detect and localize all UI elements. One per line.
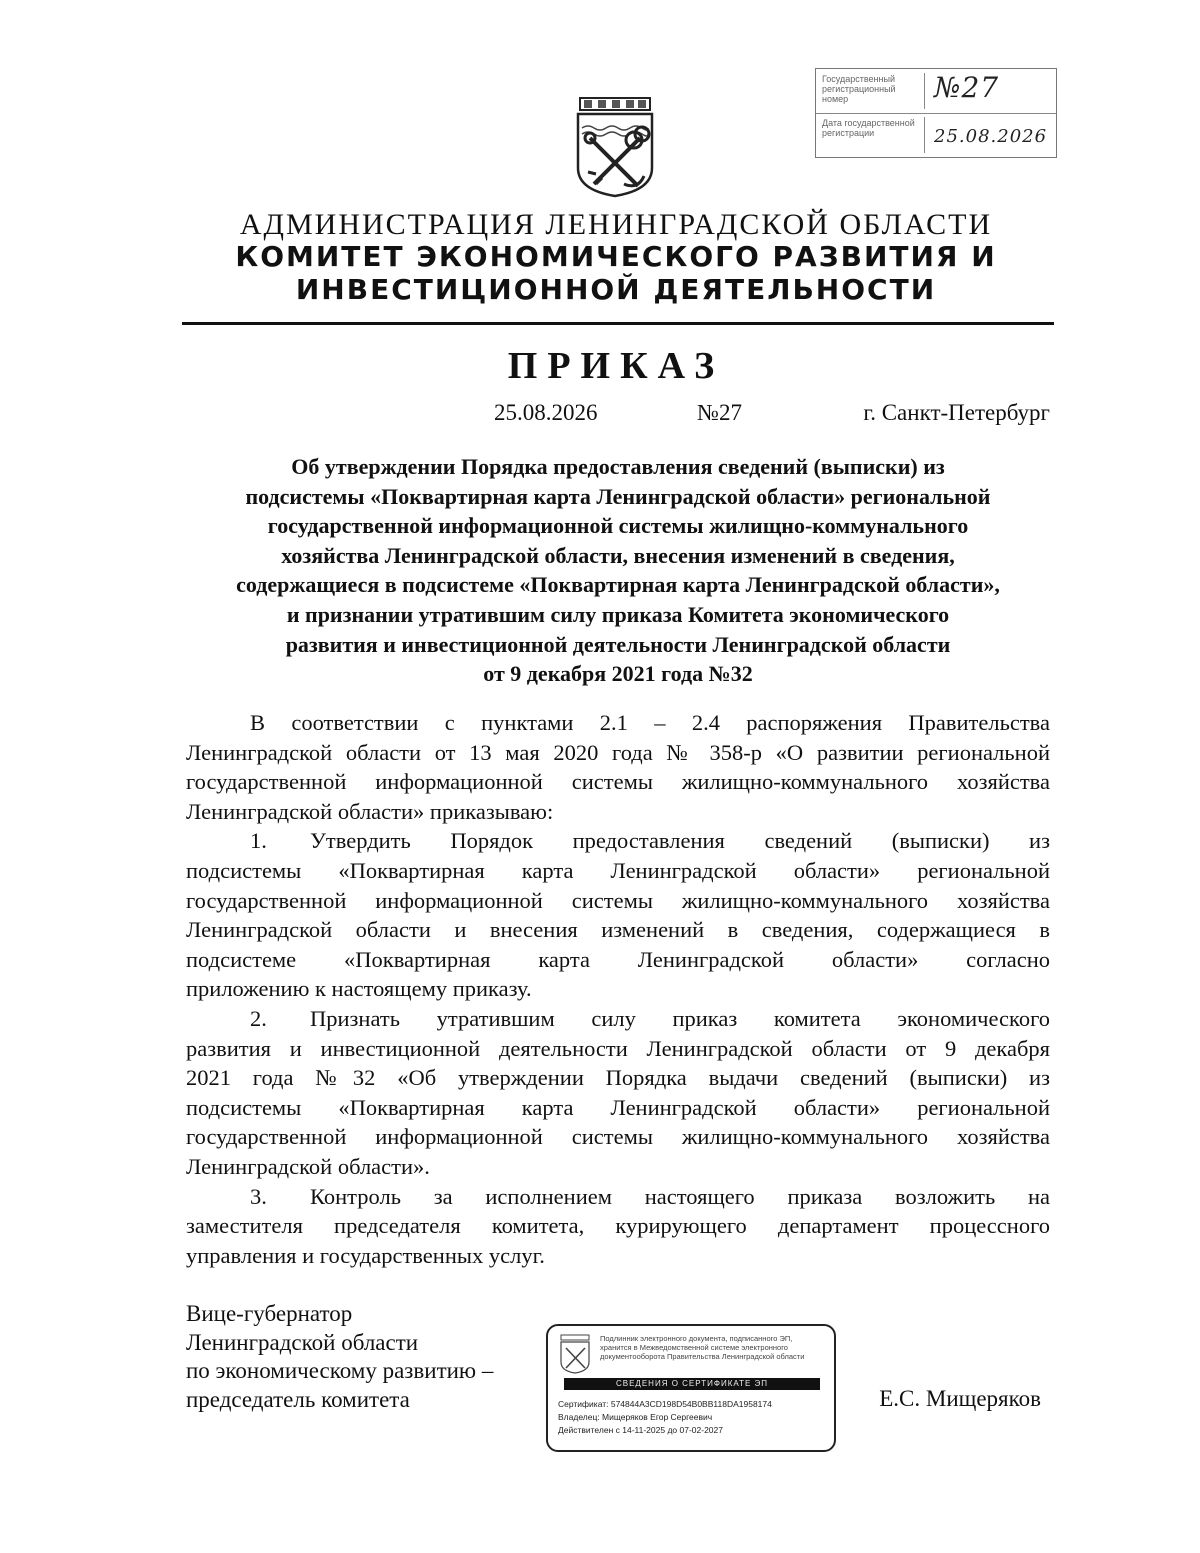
item-number: 2. (250, 1005, 267, 1031)
item-line: Ленинградской области и внесения изменений в сведения, содержащиеся в (186, 917, 1050, 943)
item-first-line: Контроль за исполнением настоящего приказа возложить на (310, 1183, 1050, 1209)
registration-number-row (816, 69, 1056, 114)
registration-date-value: 25.08.2026 (934, 126, 1048, 147)
item-last-line: управления и государственных услуг. (186, 1242, 545, 1268)
list-item-1 (186, 826, 1050, 856)
subject-line: подсистемы «Поквартирная карта Ленинградской области» региональной (245, 483, 991, 509)
position-line: по экономическому развитию – (186, 1358, 494, 1383)
item-number: 1. (250, 828, 267, 854)
document-subject (182, 452, 1054, 689)
item-line: заместителя председателя комитета, курирующего департамент процессного (186, 1213, 1050, 1239)
list-item-3 (186, 1182, 1050, 1212)
document-type: ПРИКАЗ (507, 345, 725, 387)
signatory-name: Е.С. Мищеряков (879, 1386, 1041, 1411)
coat-of-arms-icon (572, 94, 658, 198)
stamp-divider (924, 73, 925, 109)
registration-number-value: №27 (934, 71, 1000, 104)
certificate-owner: Владелец: Мищеряков Егор Сергеевич (558, 1412, 713, 1422)
list-item-2 (186, 1004, 1050, 1034)
document-date: 25.08.2026 (494, 400, 598, 425)
subject-line: Об утверждении Порядка предоставления сведений (выписки) из (291, 454, 945, 479)
item-first-line: Признать утратившим силу приказ комитета экономического (310, 1005, 1050, 1031)
committee-title-line-1: КОМИТЕТ ЭКОНОМИЧЕСКОГО РАЗВИТИЯ И (235, 240, 997, 273)
item-line: государственной информационной системы жилищно-коммунального хозяйства (186, 887, 1050, 913)
administration-title: АДМИНИСТРАЦИЯ ЛЕНИНГРАДСКОЙ ОБЛАСТИ (239, 208, 993, 241)
position-line: Ленинградской области (186, 1329, 419, 1355)
subject-line: развития и инвестиционной деятельности Ленинградской области (285, 631, 951, 657)
certificate-header-bar: СВЕДЕНИЯ О СЕРТИФИКАТЕ ЭП (564, 1378, 820, 1390)
coat-of-arms-icon (558, 1334, 592, 1374)
certificate-serial: Сертификат: 574844A3CD198D54B0BB118DA1958174 (558, 1399, 772, 1409)
note-line: документооборота Правительства Ленинградской области (600, 1352, 805, 1361)
registration-number-label: Государственный регистрационный номер (822, 74, 896, 104)
position-line: председатель комитета (186, 1386, 410, 1412)
item-number: 3. (250, 1183, 267, 1209)
subject-line: хозяйства Ленинградской области, внесения изменений в сведения, (281, 542, 955, 568)
item-line: государственной информационной системы жилищно-коммунального хозяйства (186, 1124, 1050, 1150)
note-line: Подлинник электронного документа, подписанного ЭП, (600, 1334, 793, 1343)
registration-stamp (815, 68, 1057, 158)
subject-line: государственной информационной системы жилищно-коммунального (267, 513, 969, 539)
signatory-position (186, 1300, 493, 1414)
registration-date-row (816, 113, 1056, 157)
item-last-line: приложению к настоящему приказу. (186, 976, 532, 1002)
registration-date-label: Дата государственной регистрации (822, 118, 915, 138)
subject-line: от 9 декабря 2021 года №32 (483, 661, 753, 687)
document-city: г. Санкт-Петербург (863, 400, 1050, 425)
position-line: Вице-губернатор (186, 1301, 353, 1326)
subject-line: содержащиеся в подсистеме «Поквартирная карта Ленинградской области», (236, 572, 1000, 598)
preamble-line: государственной информационной системы жилищно-коммунального хозяйства (186, 769, 1050, 795)
document-number: №27 (697, 400, 742, 425)
header-divider (182, 322, 1054, 325)
certificate-validity: Действителен с 14-11-2025 до 07-02-2027 (558, 1425, 723, 1435)
item-line: подсистеме «Поквартирная карта Ленинградской области» согласно (186, 946, 1050, 972)
electronic-signature-stamp (546, 1324, 836, 1452)
stamp-divider (924, 117, 925, 153)
item-line: подсистемы «Поквартирная карта Ленинградской области» региональной (186, 1094, 1050, 1120)
preamble-line: Ленинградской области от 13 мая 2020 года № 358-р «О развитии региональной (186, 739, 1050, 765)
preamble-line: Ленинградской области» приказываю: (186, 798, 554, 824)
subject-line: и признании утратившим силу приказа Комитета экономического (286, 601, 950, 627)
note-line: хранится в Межведомственной системе электронного (600, 1343, 788, 1352)
certificate-info (558, 1398, 828, 1437)
item-last-line: Ленинградской области». (186, 1153, 430, 1179)
item-line: развития и инвестиционной деятельности Ленинградской области от 9 декабря (186, 1035, 1050, 1061)
preamble-line: В соответствии с пунктами 2.1 – 2.4 распоряжения Правительства (250, 710, 1050, 735)
item-first-line: Утвердить Порядок предоставления сведений (выписки) из (310, 828, 1050, 854)
signature-storage-note (600, 1334, 828, 1361)
item-line: 2021 года №32 «Об утверждении Порядка выдачи сведений (выписки) из (186, 1065, 1050, 1091)
item-line: подсистемы «Поквартирная карта Ленинградской области» региональной (186, 857, 1050, 883)
document-body (186, 708, 1050, 1270)
committee-title-line-2: ИНВЕСТИЦИОННОЙ ДЕЯТЕЛЬНОСТИ (295, 273, 937, 306)
